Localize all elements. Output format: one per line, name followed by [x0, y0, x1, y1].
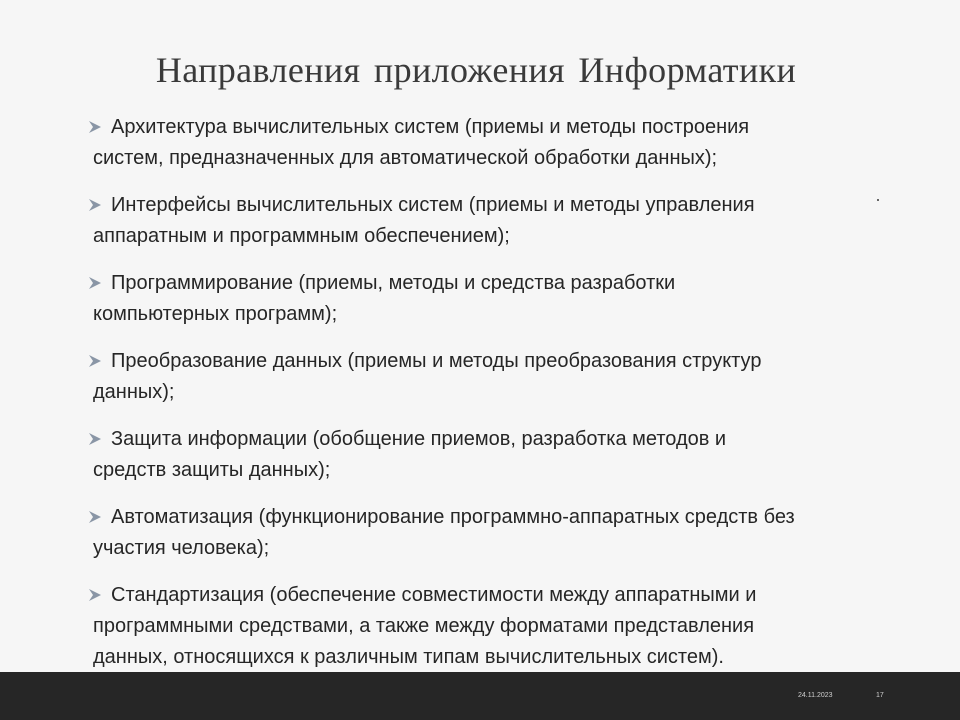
list-item [88, 580, 888, 673]
arrow-bullet-icon [88, 112, 111, 143]
stray-dot [877, 199, 879, 201]
list-item [88, 190, 888, 252]
list-item [88, 424, 888, 486]
footer-bar [0, 672, 960, 720]
arrow-bullet-icon [88, 502, 111, 533]
list-item-text: Программирование (приемы, методы и средства разработки компьютерных программ); [93, 272, 676, 325]
list-item-text: Архитектура вычислительных систем (приемы и методы построения систем, предназначенных для автоматической обработки данных); [93, 116, 750, 169]
list-item-text: Защита информации (обобщение приемов, разработка методов и средств защиты данных); [93, 428, 727, 481]
list-item-text: Преобразование данных (приемы и методы преобразования структур данных); [93, 350, 762, 403]
bullet-list [88, 112, 888, 673]
list-item [88, 268, 888, 330]
slide-title: Направления приложения Информатики [155, 50, 797, 90]
arrow-bullet-icon [88, 268, 111, 299]
footer-date: 24.11.2023 [798, 692, 833, 699]
arrow-bullet-icon [88, 190, 111, 221]
arrow-bullet-icon [88, 346, 111, 377]
list-item [88, 346, 888, 408]
list-item-text: Автоматизация (функционирование программно-аппаратных средств без участия человека); [93, 506, 795, 559]
list-item [88, 502, 888, 564]
list-item-text: Стандартизация (обеспечение совместимости между аппаратными и программными средствами, а также между форматами представления данных, относящихся к различным типам вычислительных систем). [93, 584, 757, 668]
list-item-text: Интерфейсы вычислительных систем (приемы и методы управления аппаратным и программным обеспечением); [93, 194, 755, 247]
arrow-bullet-icon [88, 424, 111, 455]
page-number: 17 [876, 692, 884, 699]
arrow-bullet-icon [88, 580, 111, 611]
list-item [88, 112, 888, 174]
